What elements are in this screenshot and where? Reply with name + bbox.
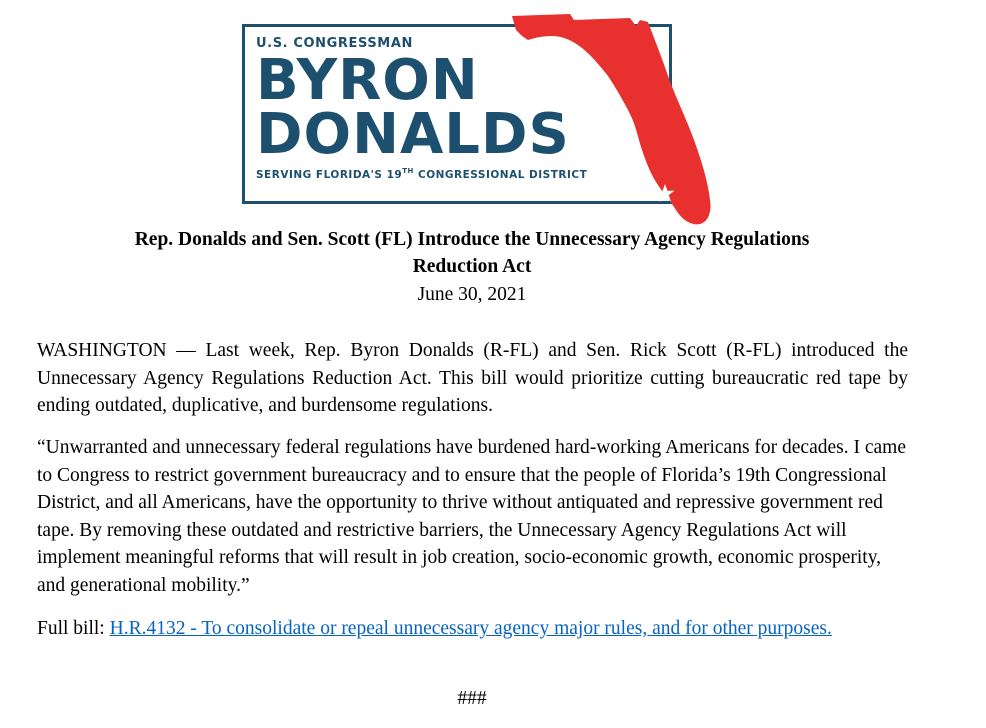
end-mark: ### (457, 688, 487, 709)
logo-district-suffix: CONGRESSIONAL DISTRICT (413, 169, 588, 181)
full-bill-label: Full bill: (37, 618, 110, 639)
full-bill-link[interactable]: H.R.4132 - To consolidate or repeal unnecessary agency major rules, and for other purposes. (109, 618, 832, 639)
quote-paragraph: “Unwarranted and unnecessary federal regulations have burdened hard-working Americans for decades. I came to Congress to restrict government bureaucracy and to ensure that the people of Florida’s 19th Congressional District, and all Americans, have the opportunity to thrive without antiquated and repressive government red tape. By removing these outdated and restrictive barriers, the Unnecessary Agency Regulations Act will implement meaningful reforms that will result in job creation, socio-economic growth, economic prosperity, and generational mobility.” (37, 437, 906, 596)
headline-line-1: Rep. Donalds and Sen. Scott (FL) Introduce the Unnecessary Agency Regulations (134, 229, 810, 250)
press-release-headline (0, 226, 944, 280)
logo-last-name: DONALDS (256, 102, 570, 167)
release-date: June 30, 2021 (417, 284, 527, 305)
headline-line-2: Reduction Act (412, 256, 532, 277)
logo-district-line (256, 169, 587, 181)
logo-district-sup: TH (402, 167, 414, 175)
logo-district-prefix: SERVING FLORIDA'S 19 (256, 169, 403, 181)
logo-title-line: U.S. CONGRESSMAN (256, 36, 413, 51)
logo-first-name: BYRON (256, 48, 479, 113)
congressman-logo (242, 14, 714, 226)
intro-paragraph: WASHINGTON — Last week, Rep. Byron Donalds (R-FL) and Sen. Rick Scott (R-FL) introduced the Unnecessary Agency Regulations Reduction Act. This bill would prioritize cutting bureaucratic red tape by ending outdated, duplicative, and burdensome regulations. (37, 340, 908, 416)
full-bill-paragraph (37, 615, 908, 643)
